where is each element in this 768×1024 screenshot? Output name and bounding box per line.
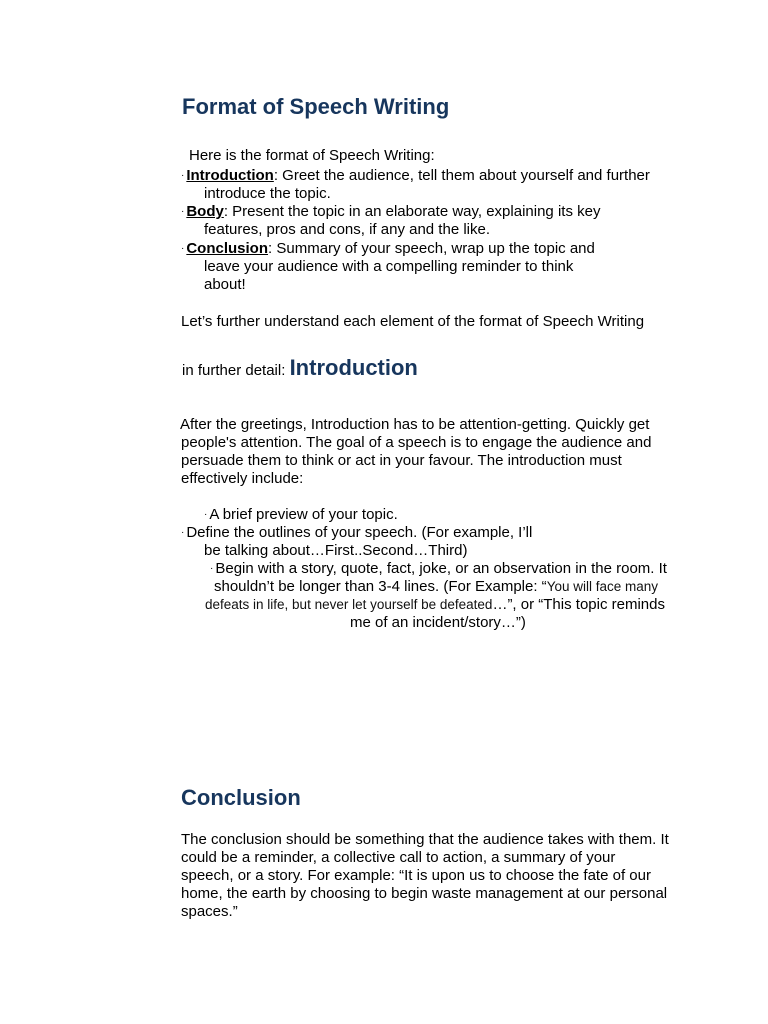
conclusion-para-line: could be a reminder, a collective call to action, a summary of your [181,849,616,866]
conclusion-heading: Conclusion [181,785,301,810]
format-description: : Greet the audience, tell them about yourself and further [273,167,650,184]
intro-para-line: persuade them to think or act in your favour. The introduction must [181,452,622,469]
intro-para-line: people's attention. The goal of a speech is to engage the audience and [181,434,652,451]
conclusion-para-line: home, the earth by choosing to begin waste management at our personal [181,885,668,902]
include-item-outline [181,524,532,542]
transition-line: Let’s further understand each element of the format of Speech Writing [181,313,645,330]
include-item-begin [210,560,667,578]
format-term: Body [186,203,224,220]
format-description-cont: leave your audience with a compelling reminder to think [204,258,574,275]
include-item-text: …”, or “This topic reminds [492,596,665,613]
format-item-conclusion [181,240,595,258]
introduction-heading: Introduction [289,355,418,380]
conclusion-para-line: speech, or a story. For example: “It is upon us to choose the fate of our [181,867,651,884]
include-item-cont [205,596,665,614]
format-description-cont: features, pros and cons, if any and the like. [204,221,491,238]
bullet-icon: · [181,170,185,181]
format-description: : Present the topic in an elaborate way, explaining its key [223,203,601,220]
format-description-cont: about! [204,276,246,293]
example-quote: defeats in life, but never let yourself be defeated [205,597,493,612]
include-item-text: Begin with a story, quote, fact, joke, or an observation in the room. It [215,560,667,577]
intro-para-line: effectively include: [181,470,304,487]
format-intro-line: Here is the format of Speech Writing: [189,147,435,164]
format-term: Conclusion [186,240,269,257]
include-item-cont: be talking about…First..Second…Third) [204,542,468,559]
bullet-icon: · [181,527,185,538]
format-description-cont: introduce the topic. [204,185,331,202]
format-item-introduction [181,167,650,185]
bullet-icon: · [181,243,185,254]
include-item-text: shouldn’t be longer than 3-4 lines. (For Example: “ [214,578,547,595]
detail-prefix: in further detail: [182,362,290,379]
bullet-icon: · [204,509,208,520]
format-description: : Summary of your speech, wrap up the topic and [268,240,595,257]
bullet-icon: · [181,206,185,217]
include-item-cont: me of an incident/story…”) [350,614,526,631]
page-title: Format of Speech Writing [182,94,450,119]
include-item-preview [204,506,398,524]
conclusion-para-line: spaces.” [181,903,238,920]
bullet-icon: · [210,563,214,574]
include-item-text: A brief preview of your topic. [209,506,398,523]
example-quote: You will face many [546,579,658,594]
include-item-text: Define the outlines of your speech. (For example, I’ll [186,524,533,541]
include-item-cont [214,578,658,596]
intro-para-line: After the greetings, Introduction has to be attention-getting. Quickly get [180,416,650,433]
conclusion-para-line: The conclusion should be something that the audience takes with them. It [181,831,669,848]
format-term: Introduction [186,167,274,184]
detail-line [182,355,418,381]
format-item-body [181,203,600,221]
